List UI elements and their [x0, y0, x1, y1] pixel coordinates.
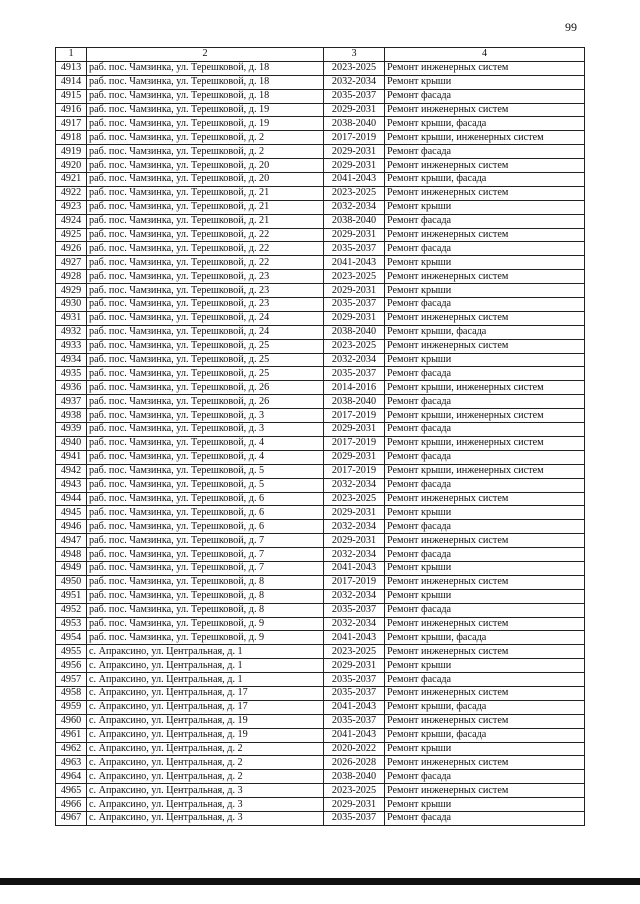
- address-cell: с. Апраксино, ул. Центральная, д. 17: [87, 686, 324, 700]
- work-type-cell: Ремонт крыши: [385, 75, 585, 89]
- work-type-cell: Ремонт фасада: [385, 89, 585, 103]
- period-cell: 2029-2031: [324, 506, 385, 520]
- work-type-cell: Ремонт крыши, инженерных систем: [385, 436, 585, 450]
- work-type-cell: Ремонт крыши: [385, 200, 585, 214]
- work-type-cell: Ремонт инженерных систем: [385, 784, 585, 798]
- row-number-cell: 4928: [56, 270, 87, 284]
- period-cell: 2035-2037: [324, 686, 385, 700]
- row-number-cell: 4964: [56, 770, 87, 784]
- table-row: [56, 61, 585, 75]
- period-cell: 2035-2037: [324, 298, 385, 312]
- address-cell: раб. пос. Чамзинка, ул. Терешковой, д. 18: [87, 75, 324, 89]
- work-type-cell: Ремонт крыши: [385, 742, 585, 756]
- period-cell: 2029-2031: [324, 145, 385, 159]
- work-type-cell: Ремонт фасада: [385, 603, 585, 617]
- row-number-cell: 4923: [56, 200, 87, 214]
- table-row: [56, 798, 585, 812]
- address-cell: раб. пос. Чамзинка, ул. Терешковой, д. 2: [87, 145, 324, 159]
- table-row: [56, 75, 585, 89]
- address-cell: раб. пос. Чамзинка, ул. Терешковой, д. 24: [87, 311, 324, 325]
- table-row: [56, 728, 585, 742]
- address-cell: с. Апраксино, ул. Центральная, д. 3: [87, 811, 324, 825]
- period-cell: 2035-2037: [324, 367, 385, 381]
- row-number-cell: 4932: [56, 325, 87, 339]
- address-cell: с. Апраксино, ул. Центральная, д. 1: [87, 645, 324, 659]
- period-cell: 2038-2040: [324, 395, 385, 409]
- address-cell: раб. пос. Чамзинка, ул. Терешковой, д. 21: [87, 200, 324, 214]
- table-row: [56, 714, 585, 728]
- work-type-cell: Ремонт инженерных систем: [385, 61, 585, 75]
- row-number-cell: 4921: [56, 173, 87, 187]
- table-row: [56, 673, 585, 687]
- period-cell: 2029-2031: [324, 534, 385, 548]
- table-row: [56, 325, 585, 339]
- work-type-cell: Ремонт крыши: [385, 561, 585, 575]
- period-cell: 2017-2019: [324, 464, 385, 478]
- table-header-row: [56, 48, 585, 62]
- table-row: [56, 353, 585, 367]
- row-number-cell: 4959: [56, 700, 87, 714]
- work-type-cell: Ремонт крыши, фасада: [385, 728, 585, 742]
- period-cell: 2023-2025: [324, 61, 385, 75]
- address-cell: раб. пос. Чамзинка, ул. Терешковой, д. 23: [87, 270, 324, 284]
- table-row: [56, 284, 585, 298]
- address-cell: раб. пос. Чамзинка, ул. Терешковой, д. 18: [87, 89, 324, 103]
- table-row: [56, 770, 585, 784]
- work-type-cell: Ремонт инженерных систем: [385, 617, 585, 631]
- table-row: [56, 381, 585, 395]
- table-row: [56, 117, 585, 131]
- table-row: [56, 589, 585, 603]
- address-cell: раб. пос. Чамзинка, ул. Терешковой, д. 9: [87, 631, 324, 645]
- address-cell: раб. пос. Чамзинка, ул. Терешковой, д. 4: [87, 450, 324, 464]
- row-number-cell: 4940: [56, 436, 87, 450]
- work-type-cell: Ремонт крыши, инженерных систем: [385, 381, 585, 395]
- table-row: [56, 367, 585, 381]
- address-cell: раб. пос. Чамзинка, ул. Терешковой, д. 20: [87, 173, 324, 187]
- address-cell: раб. пос. Чамзинка, ул. Терешковой, д. 23: [87, 298, 324, 312]
- address-cell: раб. пос. Чамзинка, ул. Терешковой, д. 25: [87, 339, 324, 353]
- period-cell: 2038-2040: [324, 117, 385, 131]
- row-number-cell: 4949: [56, 561, 87, 575]
- work-type-cell: Ремонт фасада: [385, 811, 585, 825]
- table-row: [56, 186, 585, 200]
- work-type-cell: Ремонт фасада: [385, 395, 585, 409]
- period-cell: 2029-2031: [324, 450, 385, 464]
- address-cell: с. Апраксино, ул. Центральная, д. 2: [87, 742, 324, 756]
- row-number-cell: 4955: [56, 645, 87, 659]
- work-type-cell: Ремонт фасада: [385, 214, 585, 228]
- work-type-cell: Ремонт инженерных систем: [385, 186, 585, 200]
- work-type-cell: Ремонт инженерных систем: [385, 339, 585, 353]
- address-cell: раб. пос. Чамзинка, ул. Терешковой, д. 20: [87, 159, 324, 173]
- period-cell: 2029-2031: [324, 284, 385, 298]
- address-cell: раб. пос. Чамзинка, ул. Терешковой, д. 26: [87, 395, 324, 409]
- work-type-cell: Ремонт крыши, фасада: [385, 700, 585, 714]
- period-cell: 2020-2022: [324, 742, 385, 756]
- period-cell: 2023-2025: [324, 492, 385, 506]
- row-number-cell: 4931: [56, 311, 87, 325]
- address-cell: раб. пос. Чамзинка, ул. Терешковой, д. 7: [87, 534, 324, 548]
- row-number-cell: 4941: [56, 450, 87, 464]
- work-type-cell: Ремонт инженерных систем: [385, 645, 585, 659]
- address-cell: раб. пос. Чамзинка, ул. Терешковой, д. 19: [87, 103, 324, 117]
- period-cell: 2017-2019: [324, 409, 385, 423]
- repair-schedule-table: [55, 47, 585, 826]
- work-type-cell: Ремонт инженерных систем: [385, 228, 585, 242]
- work-type-cell: Ремонт фасада: [385, 298, 585, 312]
- work-type-cell: Ремонт инженерных систем: [385, 270, 585, 284]
- period-cell: 2023-2025: [324, 645, 385, 659]
- address-cell: с. Апраксино, ул. Центральная, д. 2: [87, 756, 324, 770]
- table-row: [56, 784, 585, 798]
- row-number-cell: 4917: [56, 117, 87, 131]
- address-cell: раб. пос. Чамзинка, ул. Терешковой, д. 4: [87, 436, 324, 450]
- work-type-cell: Ремонт крыши, инженерных систем: [385, 131, 585, 145]
- table-row: [56, 645, 585, 659]
- row-number-cell: 4967: [56, 811, 87, 825]
- row-number-cell: 4958: [56, 686, 87, 700]
- table-row: [56, 395, 585, 409]
- address-cell: раб. пос. Чамзинка, ул. Терешковой, д. 23: [87, 284, 324, 298]
- period-cell: 2026-2028: [324, 756, 385, 770]
- table-row: [56, 603, 585, 617]
- address-cell: раб. пос. Чамзинка, ул. Терешковой, д. 18: [87, 61, 324, 75]
- period-cell: 2023-2025: [324, 270, 385, 284]
- work-type-cell: Ремонт фасада: [385, 548, 585, 562]
- row-number-cell: 4925: [56, 228, 87, 242]
- row-number-cell: 4934: [56, 353, 87, 367]
- row-number-cell: 4946: [56, 520, 87, 534]
- period-cell: 2017-2019: [324, 131, 385, 145]
- address-cell: с. Апраксино, ул. Центральная, д. 1: [87, 659, 324, 673]
- row-number-cell: 4926: [56, 242, 87, 256]
- address-cell: с. Апраксино, ул. Центральная, д. 2: [87, 770, 324, 784]
- work-type-cell: Ремонт фасада: [385, 145, 585, 159]
- address-cell: раб. пос. Чамзинка, ул. Терешковой, д. 8: [87, 589, 324, 603]
- table-row: [56, 423, 585, 437]
- period-cell: 2032-2034: [324, 520, 385, 534]
- work-type-cell: Ремонт крыши, фасада: [385, 631, 585, 645]
- work-type-cell: Ремонт крыши: [385, 256, 585, 270]
- address-cell: раб. пос. Чамзинка, ул. Терешковой, д. 25: [87, 353, 324, 367]
- row-number-cell: 4916: [56, 103, 87, 117]
- table-row: [56, 534, 585, 548]
- period-cell: 2035-2037: [324, 242, 385, 256]
- row-number-cell: 4924: [56, 214, 87, 228]
- table-row: [56, 311, 585, 325]
- address-cell: раб. пос. Чамзинка, ул. Терешковой, д. 9: [87, 617, 324, 631]
- work-type-cell: Ремонт крыши, фасада: [385, 117, 585, 131]
- table-row: [56, 228, 585, 242]
- row-number-cell: 4922: [56, 186, 87, 200]
- row-number-cell: 4951: [56, 589, 87, 603]
- table-row: [56, 145, 585, 159]
- work-type-cell: Ремонт крыши: [385, 798, 585, 812]
- row-number-cell: 4957: [56, 673, 87, 687]
- address-cell: раб. пос. Чамзинка, ул. Терешковой, д. 2: [87, 131, 324, 145]
- row-number-cell: 4936: [56, 381, 87, 395]
- table-row: [56, 103, 585, 117]
- period-cell: 2035-2037: [324, 811, 385, 825]
- address-cell: раб. пос. Чамзинка, ул. Терешковой, д. 8: [87, 603, 324, 617]
- table-row: [56, 242, 585, 256]
- work-type-cell: Ремонт фасада: [385, 367, 585, 381]
- period-cell: 2029-2031: [324, 103, 385, 117]
- work-type-cell: Ремонт фасада: [385, 770, 585, 784]
- period-cell: 2038-2040: [324, 214, 385, 228]
- period-cell: 2035-2037: [324, 714, 385, 728]
- table-row: [56, 173, 585, 187]
- table-row: [56, 686, 585, 700]
- work-type-cell: Ремонт фасада: [385, 423, 585, 437]
- row-number-cell: 4930: [56, 298, 87, 312]
- work-type-cell: Ремонт крыши: [385, 659, 585, 673]
- table-row: [56, 214, 585, 228]
- row-number-cell: 4929: [56, 284, 87, 298]
- address-cell: раб. пос. Чамзинка, ул. Терешковой, д. 7: [87, 561, 324, 575]
- row-number-cell: 4965: [56, 784, 87, 798]
- work-type-cell: Ремонт крыши, инженерных систем: [385, 409, 585, 423]
- address-cell: раб. пос. Чамзинка, ул. Терешковой, д. 7: [87, 548, 324, 562]
- period-cell: 2032-2034: [324, 200, 385, 214]
- period-cell: 2014-2016: [324, 381, 385, 395]
- row-number-cell: 4948: [56, 548, 87, 562]
- row-number-cell: 4953: [56, 617, 87, 631]
- work-type-cell: Ремонт инженерных систем: [385, 756, 585, 770]
- address-cell: раб. пос. Чамзинка, ул. Терешковой, д. 6: [87, 506, 324, 520]
- address-cell: с. Апраксино, ул. Центральная, д. 19: [87, 728, 324, 742]
- row-number-cell: 4933: [56, 339, 87, 353]
- period-cell: 2029-2031: [324, 159, 385, 173]
- row-number-cell: 4938: [56, 409, 87, 423]
- period-cell: 2041-2043: [324, 173, 385, 187]
- work-type-cell: Ремонт крыши: [385, 506, 585, 520]
- row-number-cell: 4927: [56, 256, 87, 270]
- period-cell: 2029-2031: [324, 423, 385, 437]
- table-row: [56, 409, 585, 423]
- address-cell: раб. пос. Чамзинка, ул. Терешковой, д. 22: [87, 256, 324, 270]
- period-cell: 2041-2043: [324, 561, 385, 575]
- period-cell: 2032-2034: [324, 548, 385, 562]
- column-header-period: 3: [324, 48, 385, 62]
- table-row: [56, 520, 585, 534]
- table-row: [56, 742, 585, 756]
- work-type-cell: Ремонт крыши: [385, 284, 585, 298]
- row-number-cell: 4954: [56, 631, 87, 645]
- table-body: [56, 61, 585, 825]
- table-row: [56, 131, 585, 145]
- row-number-cell: 4963: [56, 756, 87, 770]
- period-cell: 2041-2043: [324, 700, 385, 714]
- row-number-cell: 4945: [56, 506, 87, 520]
- row-number-cell: 4947: [56, 534, 87, 548]
- table-row: [56, 478, 585, 492]
- column-header-address: 2: [87, 48, 324, 62]
- scan-edge-bar: [0, 878, 640, 885]
- period-cell: 2023-2025: [324, 339, 385, 353]
- work-type-cell: Ремонт фасада: [385, 520, 585, 534]
- table-row: [56, 617, 585, 631]
- work-type-cell: Ремонт крыши: [385, 589, 585, 603]
- address-cell: раб. пос. Чамзинка, ул. Терешковой, д. 26: [87, 381, 324, 395]
- column-header-number: 1: [56, 48, 87, 62]
- work-type-cell: Ремонт инженерных систем: [385, 492, 585, 506]
- address-cell: с. Апраксино, ул. Центральная, д. 3: [87, 784, 324, 798]
- work-type-cell: Ремонт инженерных систем: [385, 575, 585, 589]
- row-number-cell: 4939: [56, 423, 87, 437]
- table-row: [56, 756, 585, 770]
- period-cell: 2032-2034: [324, 478, 385, 492]
- table-row: [56, 575, 585, 589]
- period-cell: 2017-2019: [324, 436, 385, 450]
- address-cell: раб. пос. Чамзинка, ул. Терешковой, д. 19: [87, 117, 324, 131]
- table-row: [56, 89, 585, 103]
- row-number-cell: 4960: [56, 714, 87, 728]
- row-number-cell: 4918: [56, 131, 87, 145]
- work-type-cell: Ремонт фасада: [385, 242, 585, 256]
- period-cell: 2035-2037: [324, 89, 385, 103]
- row-number-cell: 4962: [56, 742, 87, 756]
- row-number-cell: 4913: [56, 61, 87, 75]
- address-cell: с. Апраксино, ул. Центральная, д. 17: [87, 700, 324, 714]
- table-row: [56, 159, 585, 173]
- row-number-cell: 4952: [56, 603, 87, 617]
- address-cell: с. Апраксино, ул. Центральная, д. 3: [87, 798, 324, 812]
- table-row: [56, 811, 585, 825]
- table-row: [56, 298, 585, 312]
- period-cell: 2029-2031: [324, 228, 385, 242]
- address-cell: раб. пос. Чамзинка, ул. Терешковой, д. 5: [87, 464, 324, 478]
- row-number-cell: 4943: [56, 478, 87, 492]
- period-cell: 2032-2034: [324, 617, 385, 631]
- row-number-cell: 4961: [56, 728, 87, 742]
- table-row: [56, 506, 585, 520]
- address-cell: раб. пос. Чамзинка, ул. Терешковой, д. 21: [87, 186, 324, 200]
- column-header-work-type: 4: [385, 48, 585, 62]
- work-type-cell: Ремонт инженерных систем: [385, 714, 585, 728]
- work-type-cell: Ремонт крыши, фасада: [385, 173, 585, 187]
- period-cell: 2023-2025: [324, 784, 385, 798]
- table-row: [56, 256, 585, 270]
- table-row: [56, 450, 585, 464]
- period-cell: 2029-2031: [324, 311, 385, 325]
- period-cell: 2041-2043: [324, 631, 385, 645]
- work-type-cell: Ремонт инженерных систем: [385, 686, 585, 700]
- work-type-cell: Ремонт фасада: [385, 450, 585, 464]
- work-type-cell: Ремонт инженерных систем: [385, 159, 585, 173]
- row-number-cell: 4966: [56, 798, 87, 812]
- address-cell: раб. пос. Чамзинка, ул. Терешковой, д. 22: [87, 242, 324, 256]
- period-cell: 2038-2040: [324, 325, 385, 339]
- table-row: [56, 339, 585, 353]
- row-number-cell: 4942: [56, 464, 87, 478]
- address-cell: раб. пос. Чамзинка, ул. Терешковой, д. 6: [87, 520, 324, 534]
- address-cell: раб. пос. Чамзинка, ул. Терешковой, д. 22: [87, 228, 324, 242]
- address-cell: раб. пос. Чамзинка, ул. Терешковой, д. 25: [87, 367, 324, 381]
- table-row: [56, 659, 585, 673]
- address-cell: раб. пос. Чамзинка, ул. Терешковой, д. 6: [87, 492, 324, 506]
- period-cell: 2017-2019: [324, 575, 385, 589]
- work-type-cell: Ремонт фасада: [385, 673, 585, 687]
- work-type-cell: Ремонт инженерных систем: [385, 534, 585, 548]
- work-type-cell: Ремонт инженерных систем: [385, 311, 585, 325]
- address-cell: раб. пос. Чамзинка, ул. Терешковой, д. 21: [87, 214, 324, 228]
- address-cell: с. Апраксино, ул. Центральная, д. 19: [87, 714, 324, 728]
- table-row: [56, 436, 585, 450]
- row-number-cell: 4950: [56, 575, 87, 589]
- period-cell: 2035-2037: [324, 603, 385, 617]
- row-number-cell: 4914: [56, 75, 87, 89]
- address-cell: раб. пос. Чамзинка, ул. Терешковой, д. 8: [87, 575, 324, 589]
- period-cell: 2038-2040: [324, 770, 385, 784]
- address-cell: с. Апраксино, ул. Центральная, д. 1: [87, 673, 324, 687]
- period-cell: 2041-2043: [324, 728, 385, 742]
- work-type-cell: Ремонт крыши, фасада: [385, 325, 585, 339]
- table-row: [56, 700, 585, 714]
- period-cell: 2041-2043: [324, 256, 385, 270]
- table-row: [56, 200, 585, 214]
- period-cell: 2032-2034: [324, 353, 385, 367]
- table-row: [56, 492, 585, 506]
- address-cell: раб. пос. Чамзинка, ул. Терешковой, д. 24: [87, 325, 324, 339]
- table-row: [56, 464, 585, 478]
- row-number-cell: 4915: [56, 89, 87, 103]
- row-number-cell: 4919: [56, 145, 87, 159]
- table-row: [56, 631, 585, 645]
- work-type-cell: Ремонт фасада: [385, 478, 585, 492]
- table-row: [56, 270, 585, 284]
- address-cell: раб. пос. Чамзинка, ул. Терешковой, д. 5: [87, 478, 324, 492]
- table-row: [56, 548, 585, 562]
- work-type-cell: Ремонт крыши, инженерных систем: [385, 464, 585, 478]
- row-number-cell: 4944: [56, 492, 87, 506]
- period-cell: 2035-2037: [324, 673, 385, 687]
- table-row: [56, 561, 585, 575]
- row-number-cell: 4937: [56, 395, 87, 409]
- address-cell: раб. пос. Чамзинка, ул. Терешковой, д. 3: [87, 409, 324, 423]
- row-number-cell: 4935: [56, 367, 87, 381]
- period-cell: 2029-2031: [324, 659, 385, 673]
- row-number-cell: 4920: [56, 159, 87, 173]
- period-cell: 2032-2034: [324, 75, 385, 89]
- work-type-cell: Ремонт крыши: [385, 353, 585, 367]
- address-cell: раб. пос. Чамзинка, ул. Терешковой, д. 3: [87, 423, 324, 437]
- period-cell: 2023-2025: [324, 186, 385, 200]
- period-cell: 2029-2031: [324, 798, 385, 812]
- period-cell: 2032-2034: [324, 589, 385, 603]
- row-number-cell: 4956: [56, 659, 87, 673]
- page-number: 99: [565, 20, 577, 34]
- work-type-cell: Ремонт инженерных систем: [385, 103, 585, 117]
